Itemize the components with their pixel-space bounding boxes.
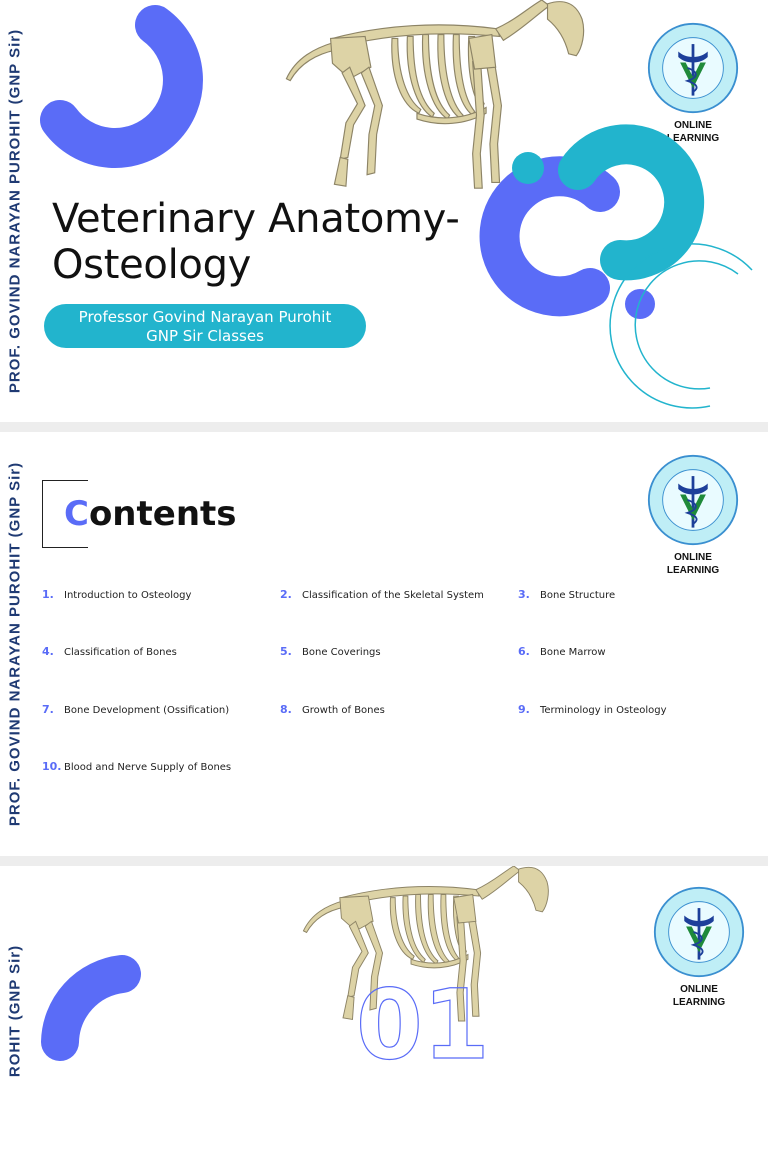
toc-item[interactable]	[280, 645, 381, 658]
cover-slide	[0, 0, 768, 422]
toc-label: Bone Coverings	[302, 647, 381, 658]
toc-number: 4.	[42, 645, 54, 658]
logo-caption-online: ONLINE	[674, 552, 712, 563]
toc-label: Bone Development (Ossification)	[64, 705, 230, 716]
toc-item[interactable]	[42, 703, 229, 716]
toc-label: Growth of Bones	[302, 705, 385, 716]
blue-arc-decoration	[0, 0, 260, 200]
toc-item[interactable]	[42, 645, 177, 658]
toc-label: Classification of the Skeletal System	[302, 590, 484, 601]
gnp-logo	[646, 886, 752, 1009]
logo-caption-online: ONLINE	[680, 984, 718, 995]
contents-heading	[64, 494, 237, 534]
chapter-number-text: 01	[356, 969, 490, 1081]
logo-caption-learning: LEARNING	[666, 133, 720, 144]
toc-label: Classification of Bones	[64, 647, 177, 658]
caduceus-icon	[647, 454, 739, 546]
toc-item[interactable]	[42, 760, 231, 773]
author-name: Professor Govind Narayan Purohit	[78, 308, 332, 326]
toc-number: 5.	[280, 645, 292, 658]
toc-number: 10.	[42, 760, 62, 773]
contents-slide	[0, 432, 768, 856]
toc-label: Bone Marrow	[540, 647, 606, 658]
toc-label: Bone Structure	[540, 590, 616, 601]
blue-arc-decoration	[40, 952, 150, 1024]
toc-label: Terminology in Osteology	[540, 705, 667, 716]
chapter-number	[352, 962, 490, 1081]
toc-item[interactable]	[280, 703, 385, 716]
toc-item[interactable]	[518, 645, 606, 658]
toc-number: 9.	[518, 703, 530, 716]
toc-number: 7.	[42, 703, 54, 716]
caduceus-icon	[647, 22, 739, 114]
toc-number: 6.	[518, 645, 530, 658]
cover-title	[52, 196, 459, 288]
logo-caption-learning: LEARNING	[672, 997, 726, 1008]
side-label: PROF. GOVIND NARAYAN PUROHIT (GNP Sir)	[6, 461, 24, 827]
toc-item[interactable]	[280, 588, 484, 601]
title-line-1: Veterinary Anatomy-	[52, 196, 460, 242]
toc-item[interactable]	[518, 703, 667, 716]
contents-heading-initial: C	[64, 494, 89, 534]
logo-caption-online: ONLINE	[674, 120, 712, 131]
slide-divider	[0, 856, 768, 866]
title-line-2: Osteology	[52, 242, 252, 288]
toc-number: 2.	[280, 588, 292, 601]
gnp-logo	[640, 454, 746, 577]
side-label: PROF. GOVIND NARAYAN PUROHIT (GNP Sir)	[6, 28, 24, 394]
circles-decoration	[470, 110, 768, 422]
author-badge	[44, 304, 366, 348]
chapter-slide	[0, 866, 768, 1081]
caduceus-icon	[653, 886, 745, 978]
toc-item[interactable]	[42, 588, 191, 601]
toc-label: Introduction to Osteology	[64, 590, 192, 601]
toc-item[interactable]	[518, 588, 615, 601]
contents-heading-rest: ontents	[88, 494, 237, 534]
toc-number: 1.	[42, 588, 54, 601]
toc-number: 3.	[518, 588, 530, 601]
toc-number: 8.	[280, 703, 292, 716]
logo-caption-learning: LEARNING	[666, 565, 720, 576]
toc-label: Blood and Nerve Supply of Bones	[64, 762, 232, 773]
author-org: GNP Sir Classes	[146, 327, 264, 345]
side-label-partial: ROHIT (GNP Sir)	[6, 944, 24, 1078]
slide-divider	[0, 422, 768, 432]
